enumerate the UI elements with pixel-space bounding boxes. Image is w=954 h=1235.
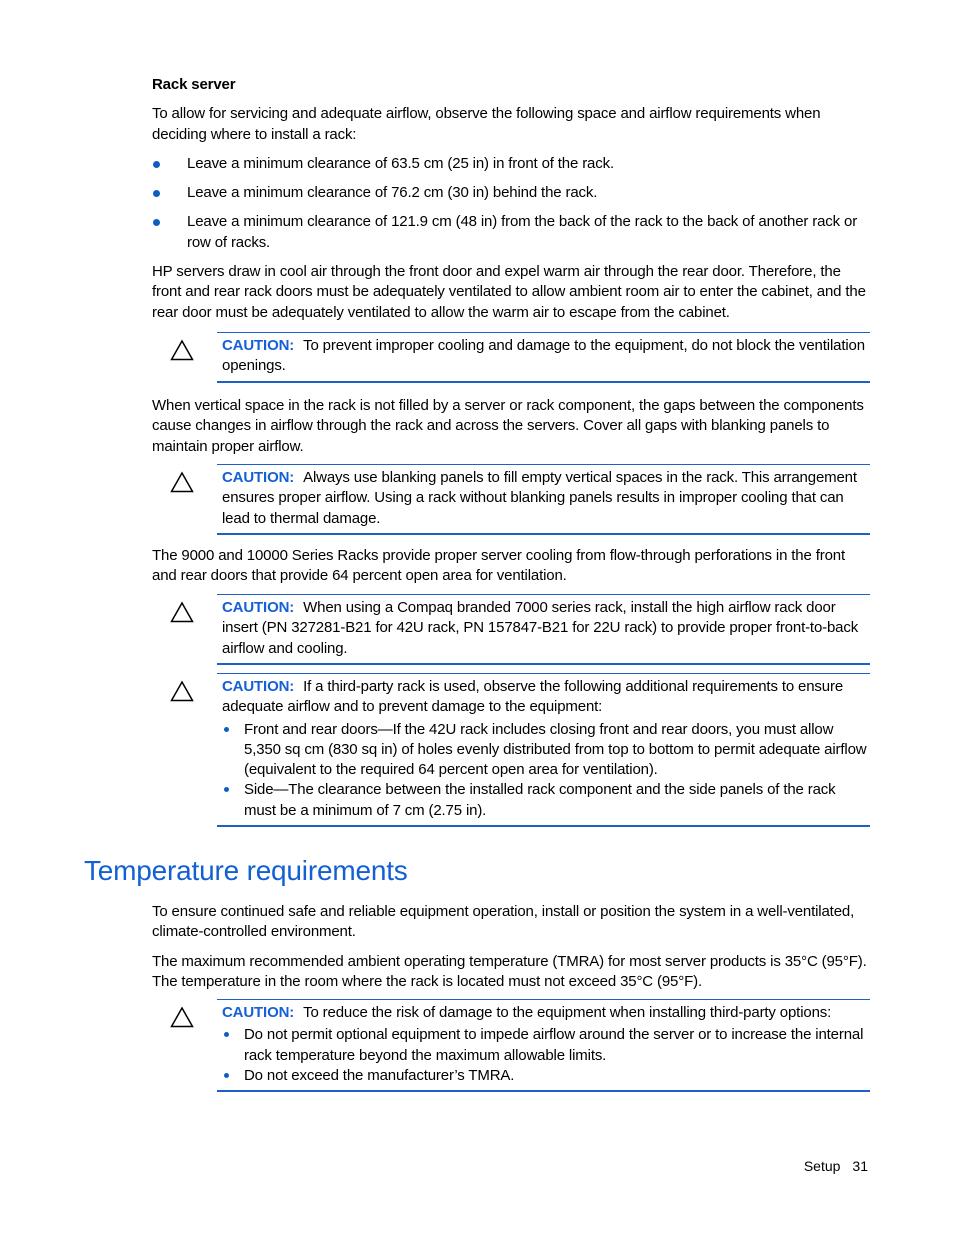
airflow-paragraph: HP servers draw in cool air through the front door and expel warm air through the rear door. Therefore, the front and rear rack doors must be adequately ventilated to allow ambient room air to enter the cabinet, and the rear door must be adequately ventilated to allow the warm air to escape from the cabinet. xyxy=(152,263,866,321)
list-item: Side—The clearance between the installed rack component and the side panels of the rack must be a minimum of 7 cm (2.75 in). xyxy=(222,780,870,821)
caution-box xyxy=(217,999,870,1092)
caution-triangle-icon xyxy=(170,680,194,702)
caution-box xyxy=(217,594,870,665)
rack-server-intro: To allow for servicing and adequate airflow, observe the following space and airflow requirements when deciding where to install a rack: xyxy=(152,105,821,143)
bullet-dot xyxy=(224,727,229,732)
bullet-dot xyxy=(153,161,160,168)
rack-server-intro-block xyxy=(152,75,870,323)
caution-text: Always use blanking panels to fill empty vertical spaces in the rack. This arrangement ensures proper airflow. Using a rack without blanking panels results in improper cooling that can lead to thermal damage. xyxy=(222,469,857,527)
footer-section-name: Setup xyxy=(803,1158,841,1174)
list-item: Leave a minimum clearance of 76.2 cm (30 in) behind the rack. xyxy=(152,183,870,203)
gaps-paragraph: When vertical space in the rack is not filled by a server or rack component, the gaps between the components cause changes in airflow through the rack and across the servers. Cover all gaps with blanking panels to maintain proper airflow. xyxy=(152,397,864,455)
caution-text: If a third-party rack is used, observe the following additional requirements to ensure adequate airflow and to prevent damage to the equipment: xyxy=(222,678,844,716)
list-item: Do not exceed the manufacturer’s TMRA. xyxy=(222,1066,870,1086)
gaps-block xyxy=(152,396,870,457)
temperature-heading: Temperature requirements xyxy=(84,855,408,886)
temperature-paragraph-1: To ensure continued safe and reliable equipment operation, install or position the system in a well-ventilated, climate-controlled environment. xyxy=(152,903,855,941)
caution-label: CAUTION: xyxy=(222,337,295,354)
rack-server-heading: Rack server xyxy=(152,76,236,93)
list-item: Leave a minimum clearance of 121.9 cm (48 in) from the back of the rack to the back of another rack or row of racks. xyxy=(152,212,870,253)
caution-box xyxy=(217,332,870,383)
page-number: 31 xyxy=(852,1158,868,1174)
temperature-block xyxy=(152,902,870,992)
bullet-dot xyxy=(224,1032,229,1037)
caution-triangle-icon xyxy=(170,339,194,361)
series-block xyxy=(152,546,870,587)
caution-triangle-icon xyxy=(170,601,194,623)
caution-label: CAUTION: xyxy=(222,1004,295,1021)
caution-label: CAUTION: xyxy=(222,678,295,695)
caution-label: CAUTION: xyxy=(222,599,295,616)
caution-triangle-icon xyxy=(170,471,194,493)
third-party-options-list xyxy=(222,1025,870,1086)
page-footer xyxy=(804,1158,868,1174)
bullet-dot xyxy=(224,1073,229,1078)
temperature-paragraph-2: The maximum recommended ambient operating temperature (TMRA) for most server products is 35°C (95°F). The temperature in the room where the rack is located must not exceed 35°C (95°F). xyxy=(152,952,867,990)
caution-box xyxy=(217,673,870,827)
list-item: Do not permit optional equipment to impede airflow around the server or to increase the internal rack temperature beyond the maximum allowable limits. xyxy=(222,1025,870,1066)
bullet-dot xyxy=(153,190,160,197)
caution-box xyxy=(217,464,870,535)
caution-text: To reduce the risk of damage to the equipment when installing third-party options: xyxy=(303,1004,832,1021)
list-item: Front and rear doors—If the 42U rack includes closing front and rear doors, you must allow 5,350 sq cm (830 sq in) of holes evenly distributed from top to bottom to permit adequate airflow (equivalent to the required 64 percent open area for ventilation). xyxy=(222,720,870,781)
caution-label: CAUTION: xyxy=(222,469,295,486)
caution-text: When using a Compaq branded 7000 series rack, install the high airflow rack door insert (PN 327281-B21 for 42U rack, PN 157847-B21 for 22U rack) to provide proper front-to-back airflow and cooling. xyxy=(222,599,859,657)
caution-triangle-icon xyxy=(170,1006,194,1028)
caution-text: To prevent improper cooling and damage to the equipment, do not block the ventilation openings. xyxy=(222,337,865,375)
clearance-list xyxy=(152,154,870,253)
list-item: Leave a minimum clearance of 63.5 cm (25 in) in front of the rack. xyxy=(152,154,870,174)
bullet-dot xyxy=(224,787,229,792)
third-party-requirements-list xyxy=(222,720,870,821)
bullet-dot xyxy=(153,219,160,226)
series-paragraph: The 9000 and 10000 Series Racks provide proper server cooling from flow-through perforations in the front and rear doors that provide 64 percent open area for ventilation. xyxy=(152,547,845,585)
